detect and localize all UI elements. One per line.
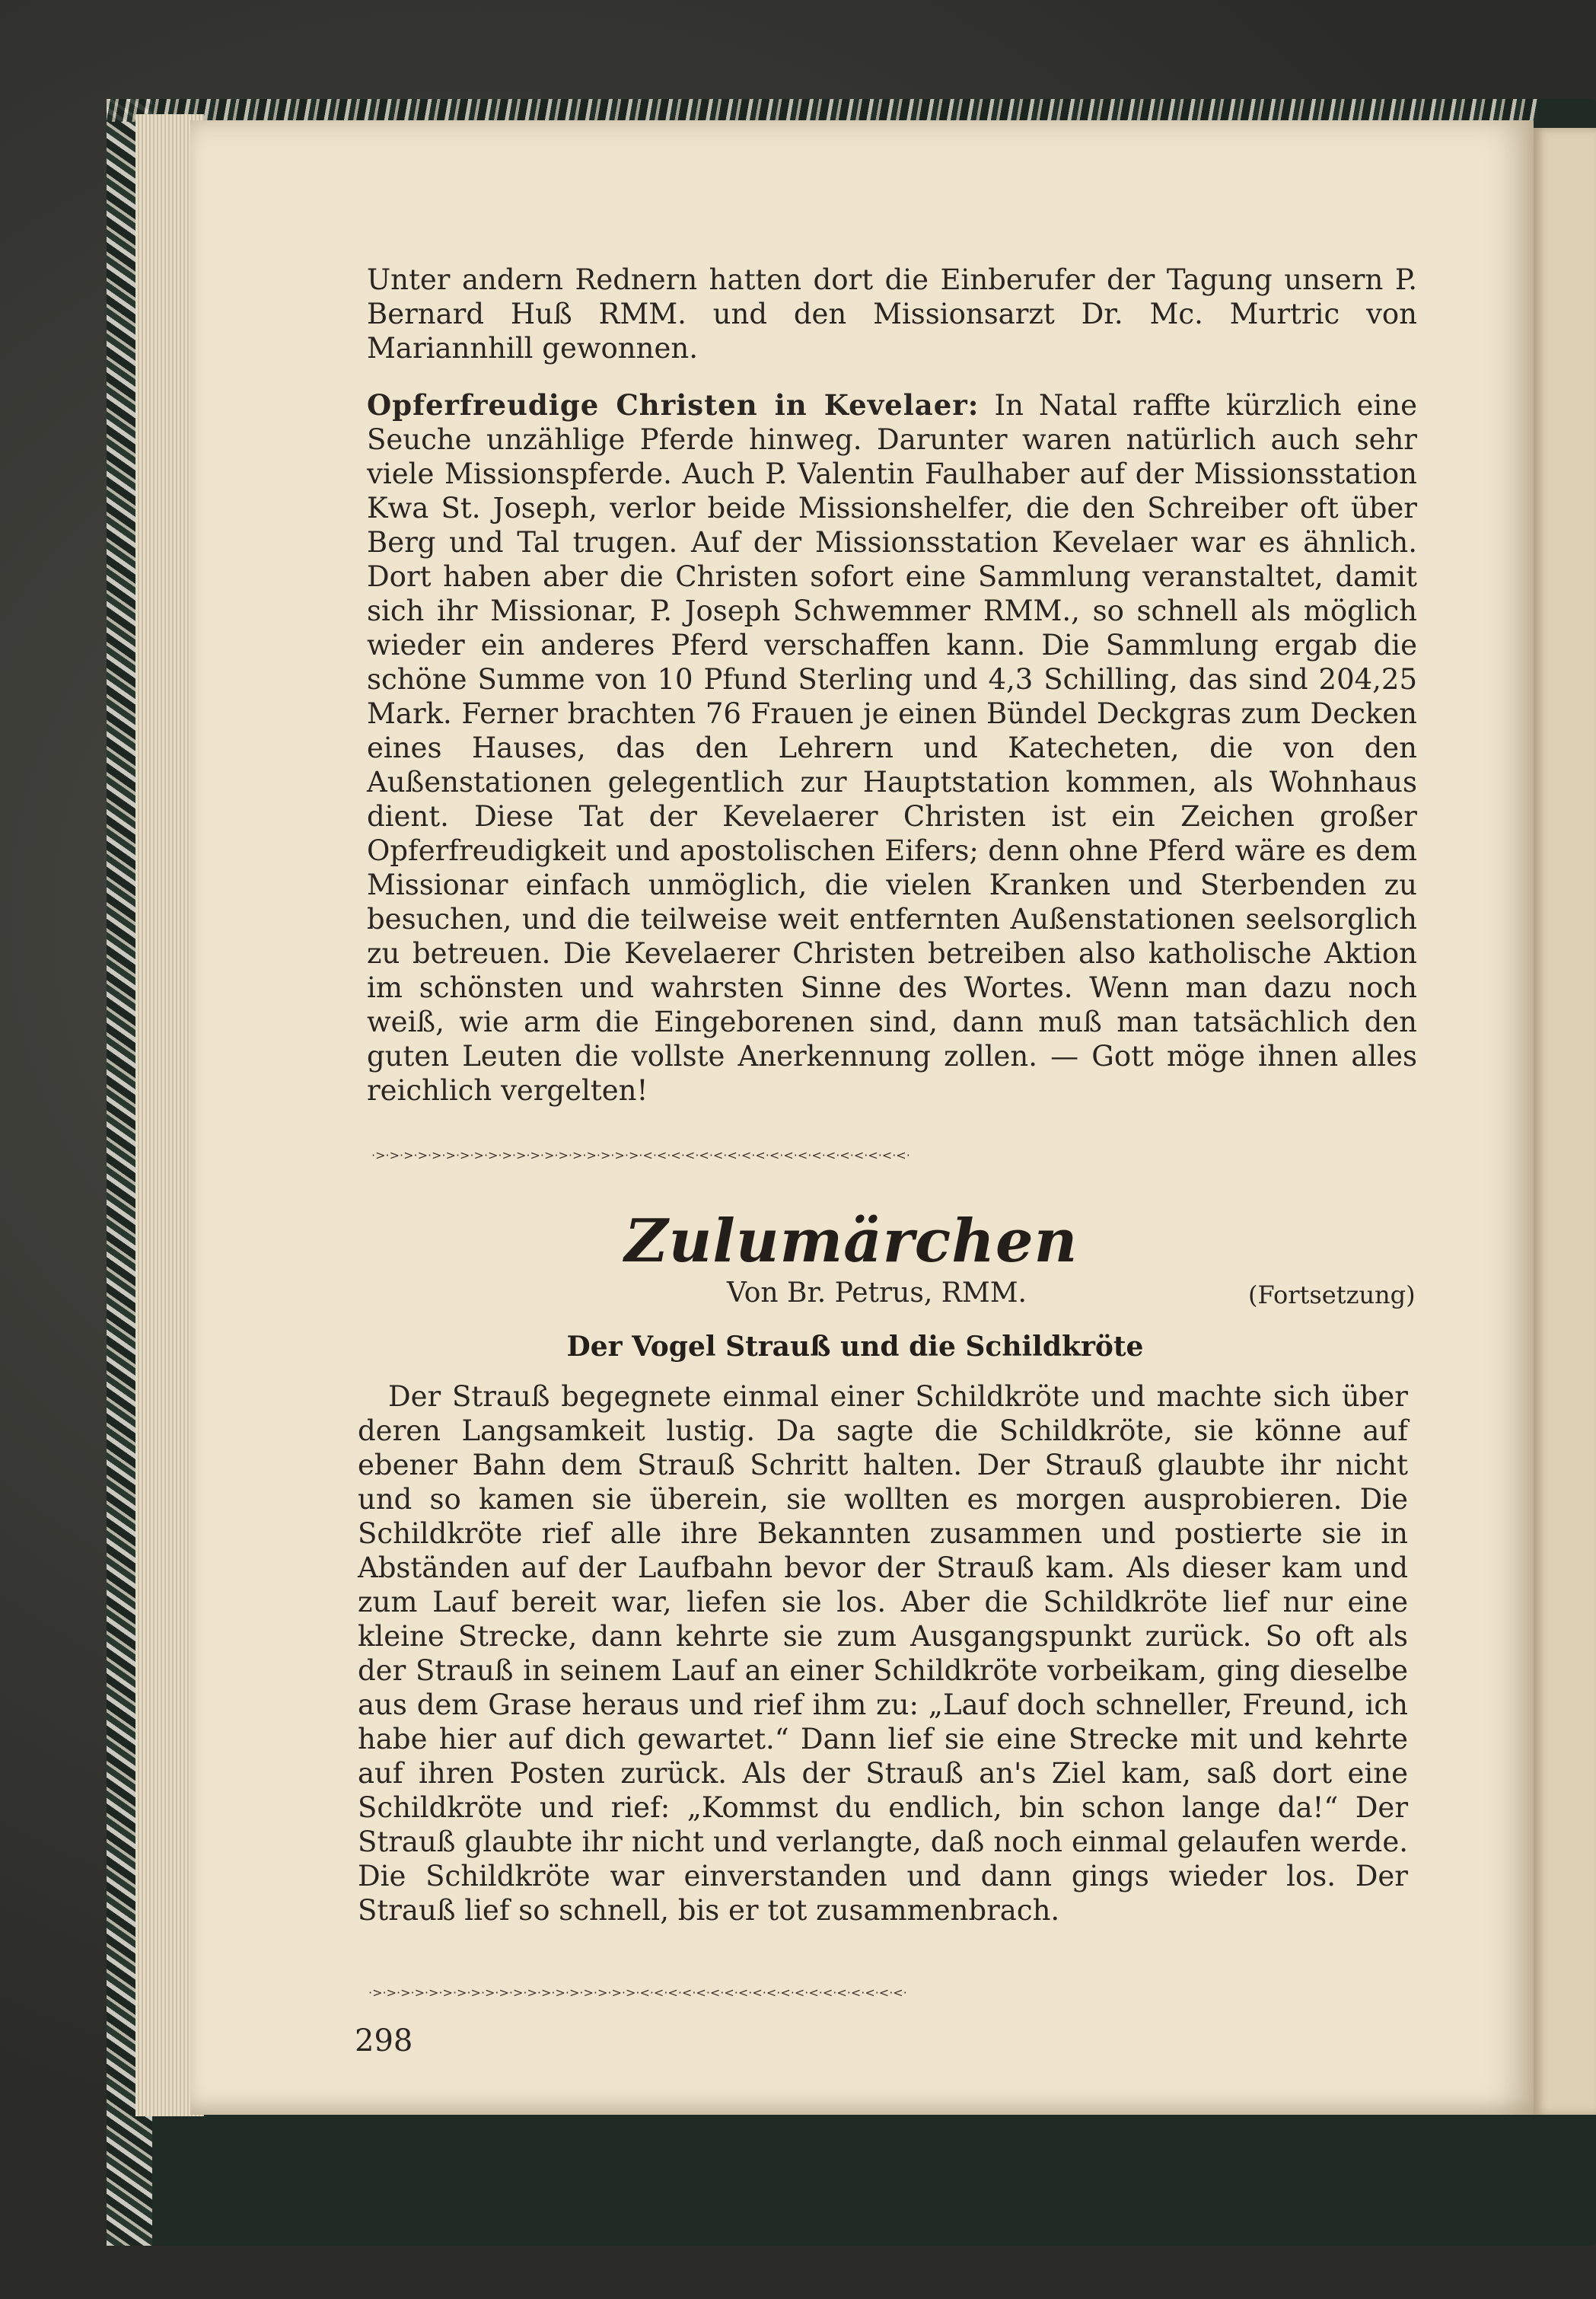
story-section [358, 1379, 1408, 1928]
kevelaer-heading: Opferfreudige Christen in Kevelaer: [367, 388, 980, 422]
story-paragraph: Der Strauß begegnete einmal einer Schildkröte und machte sich über deren Langsamkeit lustig. Da sagte die Schildkröte, sie könne auf ebener Bahn dem Strauß Schritt halten. Der Strauß glaubte ihr nicht und so kamen sie überein, sie wollten es morgen ausprobieren. Die Schildkröte rief alle ihre Bekannten zusammen und postierte sie in Abständen auf der Laufbahn bevor der Strauß kam. Als dieser kam und zum Lauf bereit war, liefen sie los. Aber die Schildkröte lief nur eine kleine Strecke, dann kehrte sie zum Ausgangspunkt zurück. So oft als der Strauß in seinem Lauf an einer Schildkröte vorbeikam, ging dieselbe aus dem Grase heraus und rief ihm zu: „Lauf doch schneller, Freund, ich habe hier auf dich gewartet.“ Dann lief sie eine Strecke mit und kehrte auf ihren Posten zurück. Als der Strauß an's Ziel kam, saß dort eine Schildkröte und rief: „Kommst du endlich, bin schon lange da!“ Der Strauß glaubte ihr nicht und verlangte, daß noch einmal gelaufen werde. Die Schildkröte war einverstanden und dann gings wieder los. Der Strauß lief so schnell, bis er tot zusammenbrach. [358, 1380, 1408, 1927]
kevelaer-section [367, 388, 1417, 1108]
article-title: Zulumärchen [624, 1207, 1078, 1276]
story-subheading: Der Vogel Strauß und die Schildkröte [566, 1331, 1144, 1363]
marbled-cover-top [107, 99, 1537, 122]
kevelaer-paragraph [367, 388, 1417, 1108]
article-continuation: (Fortsetzung) [1248, 1280, 1416, 1309]
intro-text: Unter andern Rednern hatten dort die Einberufer der Tagung unsern P. Bernard Huß RMM. und den Missionsarzt Dr. Mc. Murtric von Mariannhill gewonnen. [367, 263, 1417, 365]
ornamental-divider-top: ·>·>·>·>·>·>·>·>·>·>·>·>·>·>·>·>·>·>·>·<·<·<·<·<·<·<·<·<·<·<·<·<·<·<·<·<·<·<· [371, 1148, 910, 1162]
kevelaer-body: In Natal raffte kürzlich eine Seuche unzählige Pferde hinweg. Darunter waren natürlich auch sehr viele Missionspferde. Auch P. Valentin Faulhaber auf der Missionsstation Kwa St. Joseph, verlor beide Missionshelfer, die den Schreiber oft über Berg und Tal trugen. Auf der Missionsstation Kevelaer war es ähnlich. Dort haben aber die Christen sofort eine Sammlung veranstaltet, damit sich ihr Missionar, P. Joseph Schwemmer RMM., so schnell als möglich wieder ein anderes Pferd verschaffen kann. Die Sammlung ergab die schöne Summe von 10 Pfund Sterling und 4,3 Schilling, das sind 204,25 Mark. Ferner brachten 76 Frauen je einen Bündel Deckgras zum Decken eines Hauses, das den Lehrern und Katecheten, die von den Außenstationen gelegentlich zur Hauptstation kommen, als Wohnhaus dient. Diese Tat der Kevelaerer Christen ist ein Zeichen großer Opferfreudigkeit und apostolischen Eifers; denn ohne Pferd wäre es dem Missionar einfach unmöglich, die vielen Kranken und Sterbenden zu besuchen, und die teilweise weit entfernten Außenstationen seelsorglich zu betreuen. Die Kevelaerer Christen betreiben also katholische Aktion im schönsten und wahrsten Sinne des Wortes. Wenn man dazu noch weiß, wie arm die Eingeborenen sind, dann muß man tatsächlich den guten Leuten die vollste Anerkennung zollen. — Gott möge ihnen alles reichlich vergelten! [367, 389, 1417, 1107]
ornamental-divider-bottom: ·>·>·>·>·>·>·>·>·>·>·>·>·>·>·>·>·>·>·>·<·<·<·<·<·<·<·<·<·<·<·<·<·<·<·<·<·<·<· [368, 1985, 907, 1999]
page-number: 298 [355, 2023, 413, 2058]
facing-page-edge [1534, 128, 1596, 2115]
article-byline: Von Br. Petrus, RMM. [727, 1277, 1027, 1309]
intro-paragraph [367, 263, 1417, 365]
